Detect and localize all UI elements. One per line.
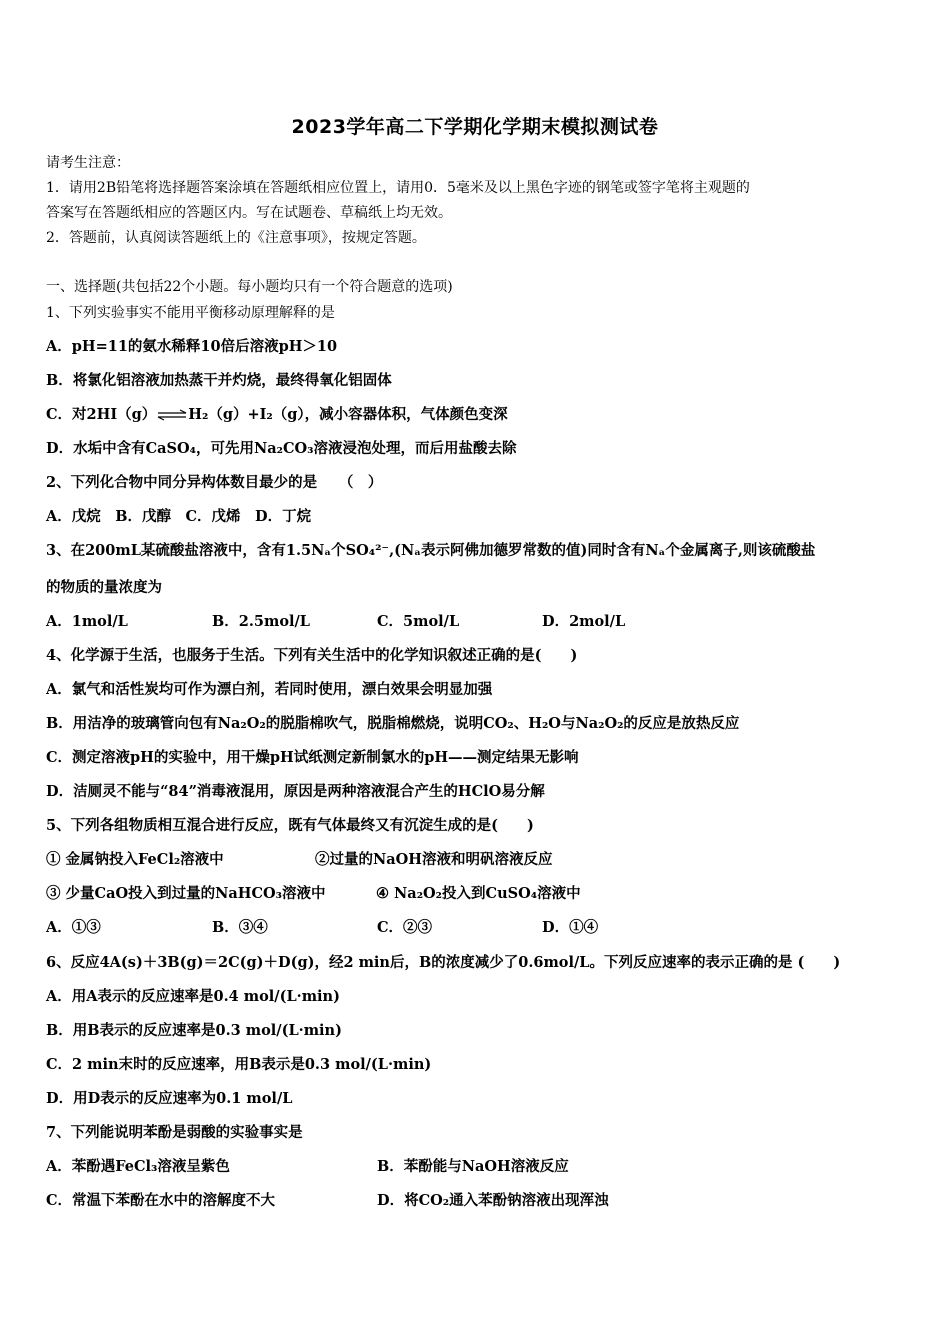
q5-option-b: B．③④ <box>212 919 268 936</box>
q1-option-d: D．水垢中含有CaSO₄，可先用Na₂CO₃溶液浸泡处理，而后用盐酸去除 <box>46 440 517 457</box>
q4-option-d: D．洁厕灵不能与“84”消毒液混用，原因是两种溶液混合产生的HClO易分解 <box>46 783 545 800</box>
q4-option-a: A．氯气和活性炭均可作为漂白剂，若同时使用，漂白效果会明显加强 <box>46 681 493 698</box>
q7-option-d: D．将CO₂通入苯酚钠溶液出现浑浊 <box>377 1192 609 1209</box>
notice-item-1-line-1: 1．请用2B铅笔将选择题答案涂填在答题纸相应位置上，请用0．5毫米及以上黑色字迹的钢笔或签字笔将主观题的 <box>46 180 750 196</box>
q7-option-c: C．常温下苯酚在水中的溶解度不大 <box>46 1192 276 1209</box>
q1-option-c-reactant: C．对2HI（g） <box>46 406 157 423</box>
q6-option-d: D．用D表示的反应速率为0.1 mol/L <box>46 1090 293 1107</box>
q5-item-4: ④ Na₂O₂投入到CuSO₄溶液中 <box>376 885 581 902</box>
q5-item-3: ③ 少量CaO投入到过量的NaHCO₃溶液中 <box>46 885 326 902</box>
q6-option-c: C．2 min末时的反应速率，用B表示是0.3 mol/(L·min) <box>46 1056 432 1073</box>
section-heading: 一、选择题(共包括22个小题。每小题均只有一个符合题意的选项) <box>46 279 453 295</box>
q7-stem: 7、下列能说明苯酚是弱酸的实验事实是 <box>46 1124 303 1141</box>
q5-item-1: ① 金属钠投入FeCl₂溶液中 <box>46 851 224 868</box>
q1-stem: 1、下列实验事实不能用平衡移动原理解释的是 <box>46 305 335 321</box>
q7-option-a: A．苯酚遇FeCl₃溶液呈紫色 <box>46 1158 230 1175</box>
q2-options: A．戊烷 B．戊醇 C．戊烯 D．丁烷 <box>46 508 312 525</box>
notice-heading: 请考生注意： <box>46 155 130 171</box>
q3-option-c: C．5mol/L <box>377 613 460 630</box>
q5-stem: 5、下列各组物质相互混合进行反应，既有气体最终又有沉淀生成的是( ) <box>46 817 534 834</box>
q1-option-c <box>46 403 508 424</box>
notice-item-2: 2．答题前，认真阅读答题纸上的《注意事项》，按规定答题。 <box>46 230 426 246</box>
q3-stem-line-1: 3、在200mL某硫酸盐溶液中，含有1.5Nₐ个SO₄²⁻,(Nₐ表示阿佛加德罗常数的值)同时含有Nₐ个金属离子,则该硫酸盐 <box>46 542 816 559</box>
q5-option-a: A．①③ <box>46 919 101 936</box>
q3-option-d: D．2mol/L <box>542 613 626 630</box>
q5-item-2: ②过量的NaOH溶液和明矾溶液反应 <box>315 851 553 868</box>
q4-option-c: C．测定溶液pH的实验中，用干燥pH试纸测定新制氯水的pH——测定结果无影响 <box>46 749 579 766</box>
notice-item-1-line-2: 答案写在答题纸相应的答题区内。写在试题卷、草稿纸上均无效。 <box>46 205 452 221</box>
q2-stem: 2、下列化合物中同分异构体数目最少的是 （ ） <box>46 474 383 491</box>
q5-option-c: C．②③ <box>377 919 433 936</box>
q4-option-b: B．用洁净的玻璃管向包有Na₂O₂的脱脂棉吹气，脱脂棉燃烧，说明CO₂、H₂O与Na₂O₂的反应是放热反应 <box>46 715 740 732</box>
equilibrium-arrow-icon <box>157 409 187 421</box>
q3-option-b: B．2.5mol/L <box>212 613 310 630</box>
q6-option-a: A．用A表示的反应速率是0.4 mol/(L·min) <box>46 988 340 1005</box>
page-title: 2023学年高二下学期化学期末模拟测试卷 <box>291 116 659 138</box>
q1-option-c-products: H₂（g）+I₂（g），减小容器体积，气体颜色变深 <box>188 406 508 423</box>
q1-option-b: B．将氯化铝溶液加热蒸干并灼烧，最终得氧化铝固体 <box>46 372 392 389</box>
q5-option-d: D．①④ <box>542 919 599 936</box>
q1-option-a: A．pH=11的氨水稀释10倍后溶液pH＞10 <box>46 338 338 355</box>
q7-option-b: B．苯酚能与NaOH溶液反应 <box>377 1158 569 1175</box>
q3-stem-line-2: 的物质的量浓度为 <box>46 579 162 596</box>
q3-option-a: A．1mol/L <box>46 613 128 630</box>
q6-stem: 6、反应4A(s)＋3B(g)＝2C(g)＋D(g)，经2 min后，B的浓度减少了0.6mol/L。下列反应速率的表示正确的是 ( ) <box>46 954 841 971</box>
q6-option-b: B．用B表示的反应速率是0.3 mol/(L·min) <box>46 1022 342 1039</box>
q4-stem: 4、化学源于生活，也服务于生活。下列有关生活中的化学知识叙述正确的是( ) <box>46 647 578 664</box>
